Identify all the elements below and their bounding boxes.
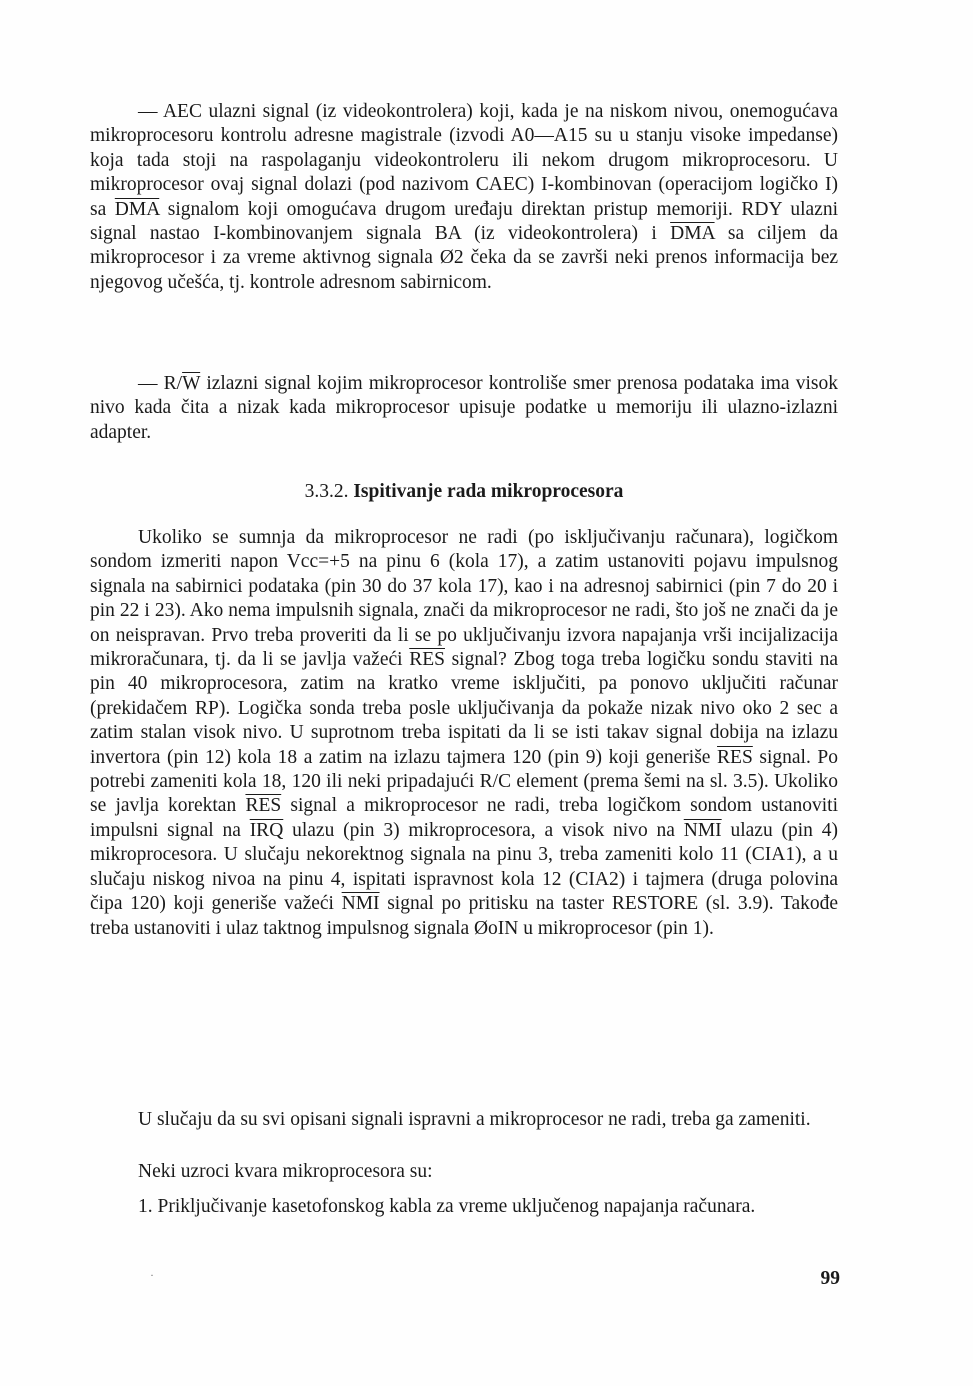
text-run: signal po pritisku na taster RESTORE (sl. 3.9). Takođe treba ustanoviti i ulaz taktnog impulsnog signala ØoIN u mikroprocesor (pin 1). (90, 893, 838, 939)
section-title: Ispitivanje rada mikroprocesora (353, 481, 624, 502)
overlined-signal: $\overline{IRQ}$ (249, 819, 284, 841)
text-run: signal a mikroprocesor ne radi, treba logičkom sondom ustanoviti impulsni signal na (90, 795, 838, 841)
paragraph-rw-signal (90, 372, 838, 445)
scan-mark: · (150, 1268, 154, 1282)
text-run: — AEC ulazni signal (iz videokontrolera) koji, kada je na niskom nivou, onemogućava mikroprocesoru kontrolu adresne magistrale (izvodi A0—A15 su u stanju visoke impedanse) koja tada stoji na raspolaganju videokontroleru ili nekom drugom mikroprocesoru. U mikroprocesor ovaj signal dolazi (pod nazivom CAEC) I-kombinovan (operacijom logičko I) sa (90, 101, 838, 220)
text-run: signal. Po potrebi zameniti kola 18, 120 ili neki pripadajući R/C element (prema šemi na sl. 3.5). Ukoliko se javlja korektan (90, 746, 838, 817)
text-run: signalom koji omogućava drugom uređaju direktan pristup memoriji. RDY ulazni signal nastao I-kombinovanjem signala BA (iz videokontrolera) i (90, 198, 838, 245)
overlined-signal: $\overline{RES}$ (245, 795, 282, 817)
paragraph-cause-1: 1. Priključivanje kasetofonskog kabla za vreme uključenog napajanja računara. (138, 1196, 756, 1217)
text-run: signal? Zbog toga treba logičku sondu staviti na pin 40 mikroprocesora, zatim na kratko vreme isključiti, pa ponovo uključiti računar (prekidačem RP). Logička sonda treba posle uključivanja da pokaže nizak nivo oko 2 sec a zatim stalan visok nivo. U suprotnom treba ispitati da li se isti takav signal dobija na izlazu invertora (pin 12) kola 18 a zatim na izlazu tajmera 120 (pin 9) koji generiše (90, 649, 839, 768)
paragraph-replace: U slučaju da su svi opisani signali ispravni a mikroprocesor ne radi, treba ga zameniti. (138, 1109, 811, 1130)
page-number: 99 (820, 1268, 840, 1289)
overlined-signal: $\overline{W}$ (182, 373, 201, 394)
text-run: izlazni signal kojim mikroprocesor kontroliše smer prenosa podataka ima visok nivo kada čita a nizak kada mikroprocesor upisuje podatke u memoriju ili ulazno-izlazni adapter. (90, 373, 838, 443)
section-heading (90, 480, 838, 504)
overlined-signal: $\overline{NMI}$ (341, 893, 380, 915)
overlined-signal: $\overline{DMA}$ (670, 223, 715, 245)
text-run: Ukoliko se sumnja da mikroprocesor ne radi (po isključivanju računara), logičkom sondom izmeriti napon Vcc=+5 na pinu 6 (kola 17), a zatim ustanoviti pojavu impulsnog signala na sabirnici podataka (pin 30 do 37 kola 17), kao i na adresnoj sabirnici (pin 7 do 20 i pin 22 i 23). Ako nema impulsnih signala, znači da mikroprocesor ne radi, što još ne znači da je on neispravan. Prvo treba proveriti da li se po uključivanju izvora napajanja vrši incijalizacija mikroračunara, tj. da li se javlja važeći (90, 527, 838, 671)
section-number: 3.3.2. (304, 481, 349, 502)
overlined-signal: $\overline{RES}$ (717, 746, 753, 768)
paragraph-aec-signal (90, 100, 838, 295)
paragraph-causes-intro: Neki uzroci kvara mikroprocesora su: (138, 1161, 433, 1182)
overlined-signal: $\overline{DMA}$ (114, 198, 160, 220)
paragraph-testing-procedure (90, 526, 838, 941)
text-run: ulazu (pin 4) mikroprocesora. U slučaju nekorektnog signala na pinu 3, treba zameniti kolo 11 (CIA1), a u slučaju niskog nivoa na pinu 4, ispitati ispravnost kola 12 (CIA2) i tajmera (druga polovina čipa 120) koji generiše važeći (90, 819, 838, 915)
text-run: sa ciljem da mikroprocesor i za vreme aktivnog signala Ø2 čeka da se završi neki prenos informacija bez njegovog učešća, tj. kontrole adresnom sabirnicom. (90, 223, 838, 293)
text-run: ulazu (pin 3) mikroprocesora, a visok nivo na (283, 819, 684, 841)
overlined-signal: $\overline{NMI}$ (683, 819, 722, 841)
overlined-signal: $\overline{RES}$ (409, 649, 445, 671)
text-run: — R/ (138, 373, 183, 394)
